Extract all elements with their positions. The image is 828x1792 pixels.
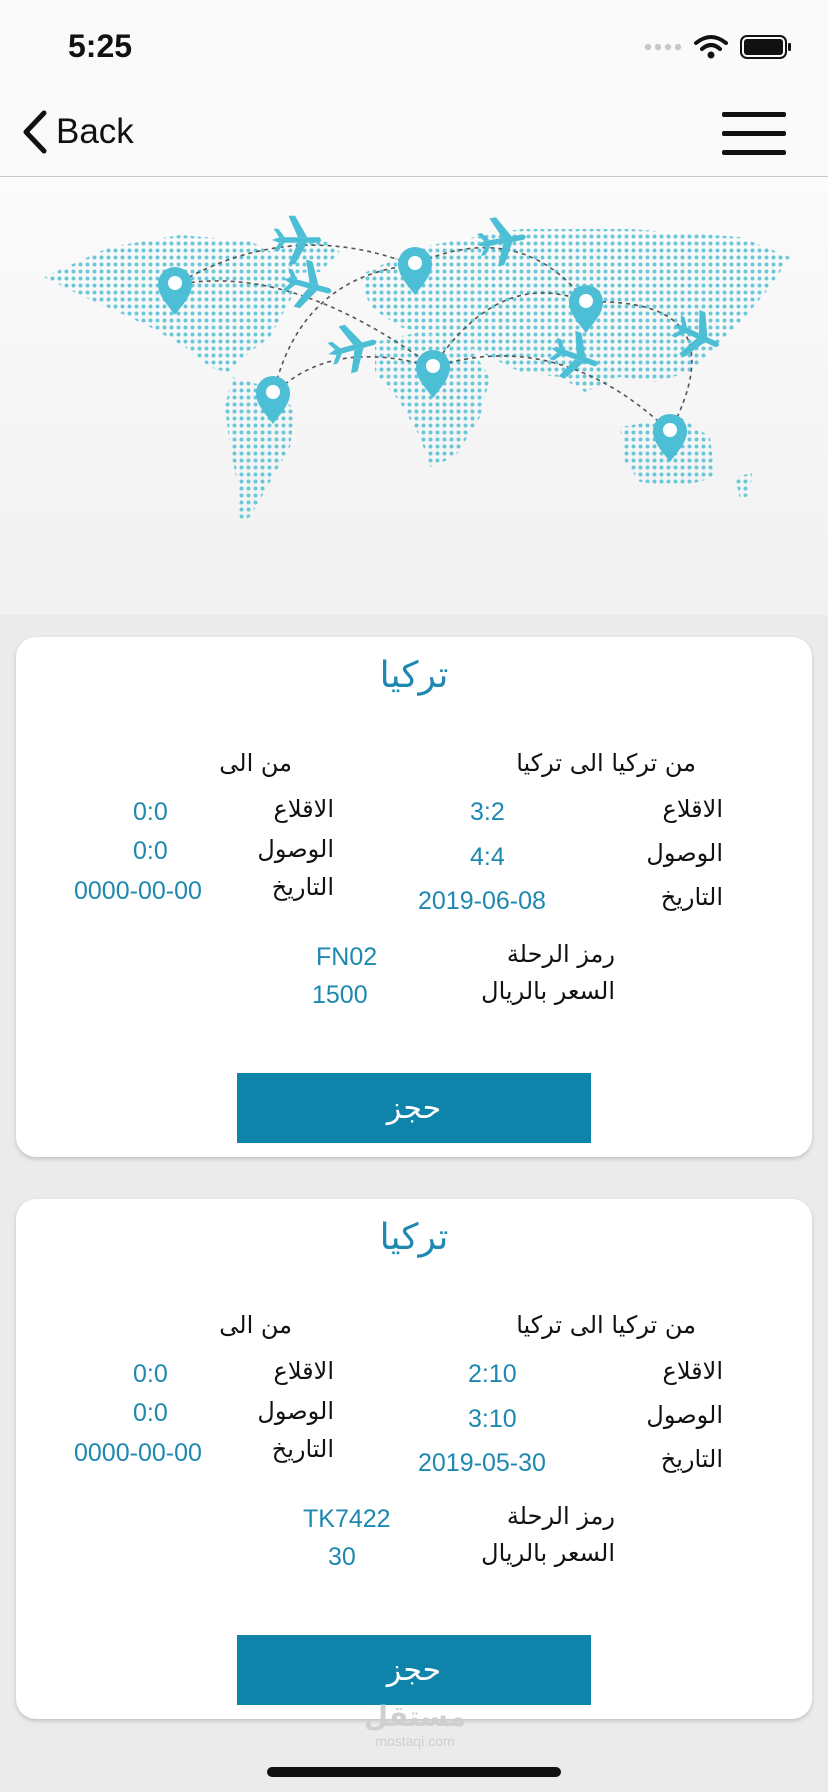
return-takeoff-value: 0:0 — [133, 1360, 168, 1388]
price-value: 1500 — [312, 981, 368, 1009]
return-takeoff-value: 0:0 — [133, 798, 168, 826]
status-time: 5:25 — [68, 28, 133, 64]
price-label: السعر بالريال — [481, 977, 615, 1005]
chevron-left-icon — [22, 110, 48, 154]
world-map-banner — [0, 177, 828, 615]
airplane-icon — [322, 318, 382, 378]
flight-destination-title: تركيا — [379, 655, 449, 696]
return-takeoff-label: الاقلاع — [273, 795, 334, 823]
outbound-date-label: التاريخ — [660, 1445, 723, 1473]
watermark-arabic: مستقل — [363, 1700, 467, 1733]
flight-code-value: FN02 — [316, 943, 378, 971]
flight-destination-title: تركيا — [379, 1217, 449, 1258]
back-button-label: Back — [56, 112, 134, 151]
outbound-arrival-label: الوصول — [646, 839, 723, 867]
return-arrival-value: 0:0 — [133, 837, 168, 865]
outbound-arrival-label: الوصول — [646, 1401, 723, 1429]
home-indicator[interactable] — [267, 1767, 561, 1777]
outbound-date-value: 2019-05-30 — [418, 1449, 546, 1477]
flight-code-value: TK7422 — [303, 1505, 391, 1533]
world-map-illustration — [0, 177, 828, 615]
navigation-bar — [0, 96, 828, 177]
status-icons — [644, 34, 792, 60]
outbound-takeoff-label: الاقلاع — [662, 795, 723, 823]
flight-card — [16, 637, 812, 1157]
price-label: السعر بالريال — [481, 1539, 615, 1567]
outbound-takeoff-label: الاقلاع — [662, 1357, 723, 1385]
back-button[interactable] — [22, 110, 134, 154]
return-arrival-label: الوصول — [257, 835, 334, 863]
return-arrival-value: 0:0 — [133, 1399, 168, 1427]
return-date-value: 0000-00-00 — [74, 877, 202, 905]
watermark-latin: mostaqi.com — [375, 1733, 455, 1749]
outbound-route: من تركيا الى تركيا — [516, 1311, 696, 1339]
book-button[interactable]: حجز — [237, 1073, 591, 1143]
wifi-icon — [694, 34, 728, 60]
flight-card — [16, 1199, 812, 1719]
outbound-route: من تركيا الى تركيا — [516, 749, 696, 777]
return-arrival-label: الوصول — [257, 1397, 334, 1425]
flight-code-label: رمز الرحلة — [506, 1502, 615, 1530]
outbound-takeoff-value: 2:10 — [468, 1360, 517, 1388]
return-date-label: التاريخ — [271, 1435, 334, 1463]
watermark-logo — [340, 1700, 490, 1749]
book-button[interactable]: حجز — [237, 1635, 591, 1705]
hamburger-menu-icon[interactable] — [722, 110, 786, 158]
signal-icon — [644, 42, 682, 52]
price-value: 30 — [328, 1543, 356, 1571]
outbound-takeoff-value: 3:2 — [470, 798, 505, 826]
flight-code-label: رمز الرحلة — [506, 940, 615, 968]
return-route: من الى — [219, 749, 292, 777]
outbound-date-label: التاريخ — [660, 883, 723, 911]
return-date-label: التاريخ — [271, 873, 334, 901]
outbound-date-value: 2019-06-08 — [418, 887, 546, 915]
return-route: من الى — [219, 1311, 292, 1339]
return-date-value: 0000-00-00 — [74, 1439, 202, 1467]
battery-icon — [740, 35, 792, 59]
status-bar — [0, 0, 828, 96]
return-takeoff-label: الاقلاع — [273, 1357, 334, 1385]
outbound-arrival-value: 4:4 — [470, 843, 505, 871]
outbound-arrival-value: 3:10 — [468, 1405, 517, 1433]
